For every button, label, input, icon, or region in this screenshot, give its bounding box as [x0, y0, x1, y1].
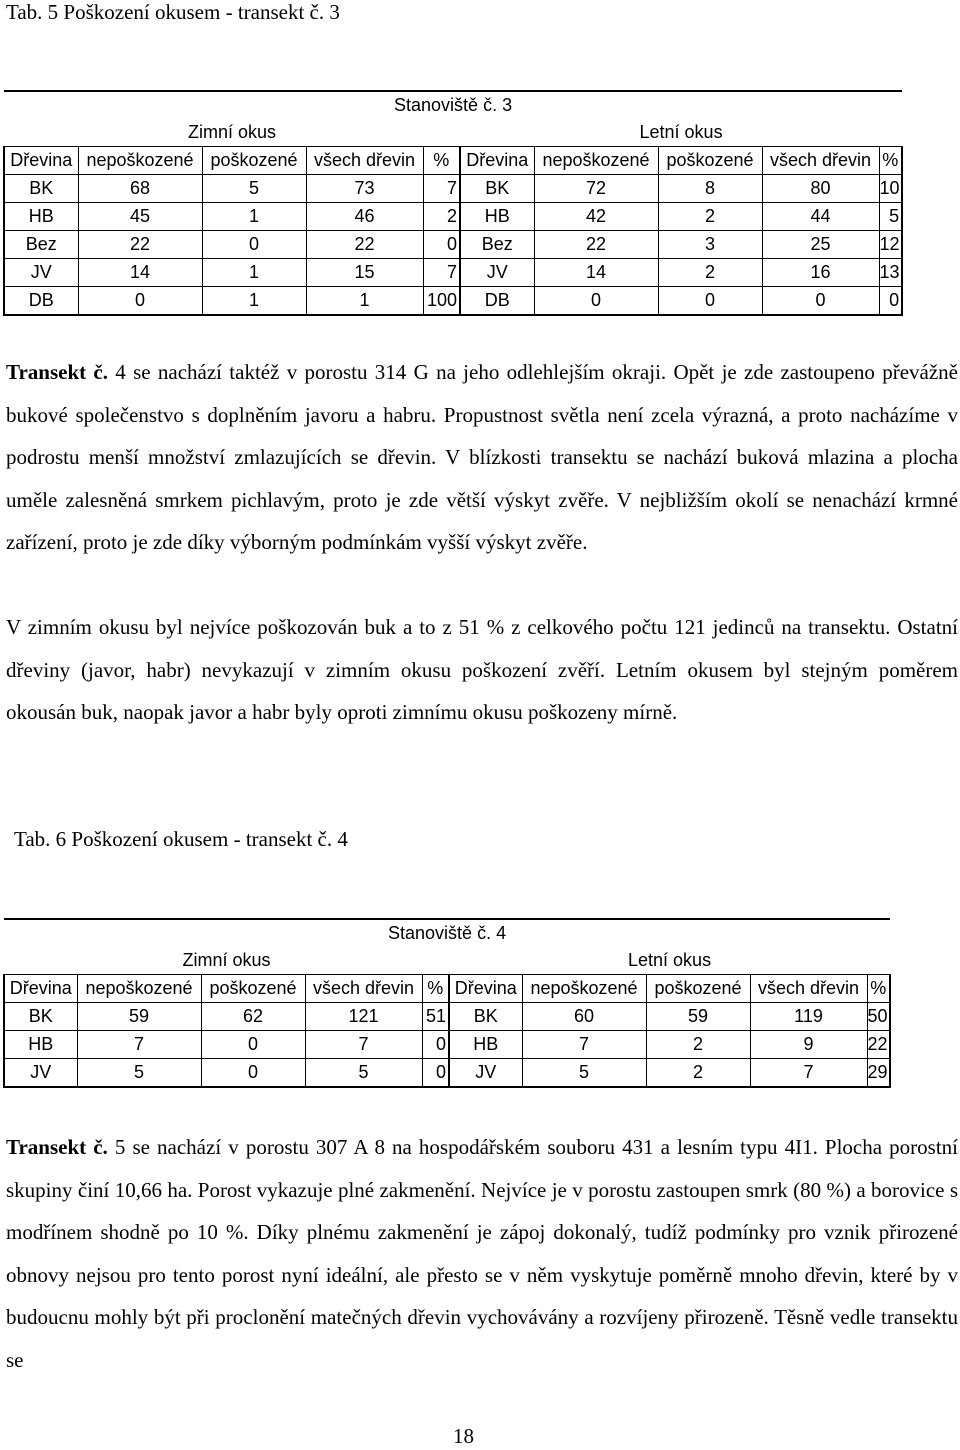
table-cell: 2	[646, 1031, 750, 1059]
table-cell: 60	[522, 1003, 646, 1031]
table-cell: 2	[423, 203, 460, 231]
damage-table-transect-3	[3, 90, 903, 316]
table-cell: 0	[534, 287, 658, 316]
table-cell: 0	[201, 1059, 305, 1088]
table-cell: 0	[423, 231, 460, 259]
table-cell: 51	[422, 1003, 449, 1031]
table-cell: 46	[306, 203, 423, 231]
column-header: poškozené	[202, 147, 306, 175]
table-cell: 13	[879, 259, 902, 287]
table-cell: 10	[879, 175, 902, 203]
browsing-summary-paragraph	[6, 606, 958, 734]
table-cell: 121	[305, 1003, 422, 1031]
damage-table-transect-4	[3, 918, 891, 1088]
table-cell: JV	[4, 259, 78, 287]
table-cell: 1	[202, 259, 306, 287]
table-row	[4, 1031, 890, 1059]
column-header: všech dřevin	[305, 975, 422, 1003]
column-header: Dřevina	[460, 147, 534, 175]
column-header: nepoškozené	[77, 975, 201, 1003]
table-cell: JV	[449, 1059, 522, 1088]
table-cell: 7	[77, 1031, 201, 1059]
table-cell: 0	[422, 1031, 449, 1059]
table-cell: BK	[449, 1003, 522, 1031]
table-cell: BK	[460, 175, 534, 203]
winter-browsing-label: Zimní okus	[182, 950, 271, 970]
table-cell: 0	[201, 1031, 305, 1059]
table-cell: 5	[879, 203, 902, 231]
table-row	[4, 203, 902, 231]
table-cell: DB	[4, 287, 78, 316]
table-cell: 7	[423, 175, 460, 203]
table-cell: 29	[867, 1059, 890, 1088]
table-caption: Tab. 6 Poškození okusem - transekt č. 4	[14, 827, 348, 851]
table-cell: 25	[762, 231, 879, 259]
table-cell: 16	[762, 259, 879, 287]
table-cell: 22	[306, 231, 423, 259]
paragraph-text: 5 se nachází v porostu 307 A 8 na hospodářském souboru 431 a lesním typu 4I1. Plocha porostní skupiny činí 10,66 ha. Porost vykazuje plné zakmenění. Nejvíce je v porostu zastoupen smrk (80 %) a borovice s modřínem shodně po 10 %. Díky plnému zakmenění je zápoj dokonalý, tudíž podmínky pro vznik přirozené obnovy nejsou pro tento porost nyní ideální, ale přesto se v něm vyskytuje poměrně mnoho dřevin, které by v budoucnu mohly být při proclonění matečných dřevin vychovávány a rozvíjeny přirozeně. Těsně vedle transektu se	[6, 1135, 958, 1372]
table-header-row	[4, 975, 890, 1003]
table-cell: 7	[522, 1031, 646, 1059]
column-header: %	[867, 975, 890, 1003]
table-cell: DB	[460, 287, 534, 316]
summer-browsing-label: Letní okus	[628, 950, 712, 970]
table-cell: 5	[522, 1059, 646, 1088]
column-header: Dřevina	[449, 975, 522, 1003]
paragraph-heading: Transekt č.	[6, 1135, 108, 1159]
table-cell: 14	[78, 259, 202, 287]
table-row	[4, 175, 902, 203]
table-row	[4, 1059, 890, 1088]
column-header: %	[879, 147, 902, 175]
table-cell: 59	[646, 1003, 750, 1031]
table-cell: 0	[202, 231, 306, 259]
paragraph-text: V zimním okusu byl nejvíce poškozován buk a to z 51 % z celkového počtu 121 jedinců na transektu. Ostatní dřeviny (javor, habr) nevykazují v zimním okusu poškození zvěří. Letním okusem byl stejným poměrem okousán buk, naopak javor a habr byly oproti zimnímu okusu poškozeny mírně.	[6, 615, 958, 724]
table-cell: 0	[422, 1059, 449, 1088]
table-cell: 9	[750, 1031, 867, 1059]
table-cell: JV	[460, 259, 534, 287]
table-cell: HB	[449, 1031, 522, 1059]
table-cell: 22	[78, 231, 202, 259]
table-cell: 5	[202, 175, 306, 203]
column-header: poškozené	[658, 147, 762, 175]
column-header: poškozené	[201, 975, 305, 1003]
table-cell: BK	[4, 1003, 77, 1031]
transect-4-paragraph	[6, 351, 958, 564]
table-cell: Bez	[4, 231, 78, 259]
summer-browsing-label: Letní okus	[639, 122, 723, 142]
table-cell: 2	[646, 1059, 750, 1088]
column-header: %	[422, 975, 449, 1003]
table-cell: 7	[423, 259, 460, 287]
paragraph-text: 4 se nachází taktéž v porostu 314 G na jeho odlehlejším okraji. Opět je zde zastoupeno převážně bukové společenstvo s doplněním javoru a habru. Propustnost světla není zcela výrazná, a proto nacházíme v podrostu menší množství zmlazujících se dřevin. V blízkosti transektu se nachází buková mlazina a plocha uměle zalesněná smrkem pichlavým, proto je zde větší výskyt zvěře. V nejbližším okolí se nenachází krmné zařízení, proto je zde díky výborným podmínkám vyšší výskyt zvěře.	[6, 360, 958, 554]
table-cell: 62	[201, 1003, 305, 1031]
winter-browsing-label: Zimní okus	[187, 122, 277, 142]
table-cell: 2	[658, 259, 762, 287]
table-cell: 50	[867, 1003, 890, 1031]
table-cell: 59	[77, 1003, 201, 1031]
table-cell: BK	[4, 175, 78, 203]
table-cell: 12	[879, 231, 902, 259]
table-cell: 119	[750, 1003, 867, 1031]
table-cell: 14	[534, 259, 658, 287]
column-header: všech dřevin	[750, 975, 867, 1003]
table-row	[4, 287, 902, 316]
table-cell: 80	[762, 175, 879, 203]
table-row	[4, 231, 902, 259]
table-cell: 1	[306, 287, 423, 316]
column-header: %	[423, 147, 460, 175]
table-cell: 42	[534, 203, 658, 231]
column-header: všech dřevin	[762, 147, 879, 175]
table-cell: 22	[867, 1031, 890, 1059]
table-cell: Bez	[460, 231, 534, 259]
page-number: 18	[453, 1424, 474, 1448]
column-header: nepoškozené	[534, 147, 658, 175]
table-cell: 1	[202, 287, 306, 316]
station-label: Stanoviště č. 4	[4, 919, 890, 947]
table-cell: 45	[78, 203, 202, 231]
table-cell: 100	[423, 287, 460, 316]
table-cell: HB	[460, 203, 534, 231]
table-cell: 0	[658, 287, 762, 316]
table-cell: 3	[658, 231, 762, 259]
table-cell: 0	[762, 287, 879, 316]
table-row	[4, 259, 902, 287]
column-header: nepoškozené	[78, 147, 202, 175]
table-cell: HB	[4, 203, 78, 231]
transect-5-paragraph	[6, 1126, 958, 1381]
table-row	[4, 1003, 890, 1031]
table-cell: 7	[305, 1031, 422, 1059]
station-label: Stanoviště č. 3	[4, 91, 902, 119]
table-cell: 2	[658, 203, 762, 231]
table-cell: 5	[77, 1059, 201, 1088]
table-cell: 22	[534, 231, 658, 259]
table-cell: 0	[78, 287, 202, 316]
column-header: Dřevina	[4, 147, 78, 175]
column-header: všech dřevin	[306, 147, 423, 175]
table-cell: 73	[306, 175, 423, 203]
column-header: nepoškozené	[522, 975, 646, 1003]
table-cell: 68	[78, 175, 202, 203]
column-header: Dřevina	[4, 975, 77, 1003]
table-cell: 5	[305, 1059, 422, 1088]
table-cell: HB	[4, 1031, 77, 1059]
column-header: poškozené	[646, 975, 750, 1003]
table-cell: 72	[534, 175, 658, 203]
table-cell: 8	[658, 175, 762, 203]
table-cell: 7	[750, 1059, 867, 1088]
table-cell: 15	[306, 259, 423, 287]
paragraph-heading: Transekt č.	[6, 360, 108, 384]
table-cell: JV	[4, 1059, 77, 1088]
table-cell: 0	[879, 287, 902, 316]
table-cell: 1	[202, 203, 306, 231]
table-header-row	[4, 147, 902, 175]
table-cell: 44	[762, 203, 879, 231]
table-caption: Tab. 5 Poškození okusem - transekt č. 3	[6, 0, 340, 24]
